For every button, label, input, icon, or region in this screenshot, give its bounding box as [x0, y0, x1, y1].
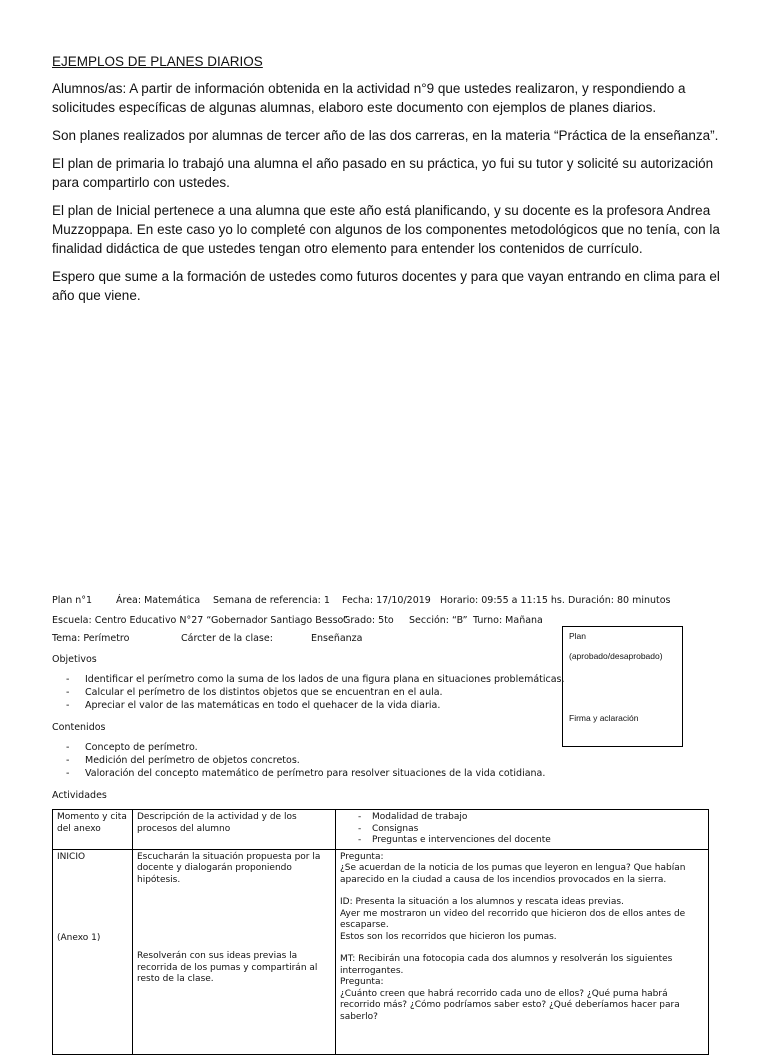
intro-paragraph: Son planes realizados por alumnas de tercer año de las dos carreras, en la materia “Práctica de la enseñanza”. — [52, 128, 719, 143]
contents-list — [66, 741, 706, 780]
approval-plan-label: Plan — [569, 631, 587, 641]
intro-section — [52, 52, 722, 314]
class-character-value: Enseñanza — [311, 633, 363, 644]
plan-topic: Tema: Perímetro — [52, 633, 130, 644]
row-moment — [53, 849, 133, 1054]
moment-inicio: INICIO — [57, 851, 86, 862]
objective-item: - Calcular el perímetro de los distintos objetos que se encuentran en el aula. — [66, 686, 706, 699]
plan-area: Área: Matemática — [116, 595, 201, 606]
teacher-intervention: ID: Presenta la situación a los alumnos y rescata ideas previas. — [340, 897, 624, 907]
plan-week: Semana de referencia: 1 — [213, 595, 330, 606]
row-teacher-interventions — [336, 849, 709, 1054]
contents-heading: Contenidos — [52, 722, 106, 733]
objective-item: - Apreciar el valor de las matemáticas en todo el quehacer de la vida diaria. — [66, 699, 706, 712]
activity-description: Escucharán la situación propuesta por la docente y dialogarán proponiendo hipótesis. — [137, 851, 321, 885]
content-item: - Valoración del concepto matemático de perímetro para resolver situaciones de la vida cotidiana. — [66, 767, 706, 780]
header-modality-item: - Consignas — [358, 824, 704, 836]
plan-section: Sección: “B” — [409, 615, 468, 626]
content-item: - Medición del perímetro de objetos concretos. — [66, 754, 706, 767]
plan-shift: Turno: Mañana — [473, 615, 543, 626]
plan-school: Escuela: Centro Educativo N°27 “Gobernador Santiago Besso” — [52, 615, 348, 626]
activity-description: Resolverán con sus ideas previas la recorrida de los pumas y compartirán al resto de la clase. — [137, 951, 318, 984]
objectives-heading: Objetivos — [52, 654, 97, 665]
teacher-intervention: Estos son los recorridos que hicieron los pumas. — [340, 931, 557, 942]
plan-schedule: Horario: 09:55 a 11:15 hs. — [440, 595, 565, 606]
header-modalities — [336, 810, 709, 850]
plan-number: Plan n°1 — [52, 595, 93, 606]
activities-table — [52, 809, 709, 1055]
header-moment: Momento y cita del anexo — [53, 810, 133, 850]
document-title: EJEMPLOS DE PLANES DIARIOS — [52, 54, 263, 69]
plan-grade: Grado: 5to — [343, 615, 394, 626]
question-label: Pregunta: — [340, 851, 384, 862]
objectives-list — [66, 673, 706, 712]
question-text: ¿Cuánto creen que habrá recorrido cada uno de ellos? ¿Qué puma habrá recorrido más? ¿Cómo podríamos saber esto? ¿Qué deberíamos hacer para saberlo? — [340, 988, 680, 1022]
intro-paragraph: El plan de Inicial pertenece a una alumna que este año está planificando, y su docente es la profesora Andrea Muzzoppapa. En este caso yo lo completé con algunos de los componentes metodológicos que no tenía, con la finalidad didáctica de que ustedes tengan otro elemento para entender los contenidos de currículo. — [52, 203, 720, 256]
table-header-row — [53, 810, 709, 850]
header-modality-item: - Modalidad de trabajo — [358, 812, 704, 824]
plan-date: Fecha: 17/10/2019 — [342, 595, 431, 606]
class-character-label: Cárcter de la clase: — [181, 633, 273, 644]
question-text: ¿Se acuerdan de la noticia de los pumas que leyeron en lengua? Que habían aparecido en la ciudad a causa de los incendios provocados en la sierra. — [340, 863, 686, 885]
objective-item: - Identificar el perímetro como la suma de los lados de una figura plana en situaciones problemáticas. — [66, 673, 706, 686]
approval-status-label: (aprobado/desaprobado) — [569, 651, 663, 661]
work-modality: MT: Recibirán una fotocopia cada dos alumnos y resolverán los siguientes interrogantes. — [340, 954, 673, 976]
activities-heading: Actividades — [52, 790, 107, 801]
teacher-intervention: Ayer me mostraron un video del recorrido que hicieron dos de ellos antes de escaparse. — [340, 908, 686, 930]
content-item: - Concepto de perímetro. — [66, 741, 706, 754]
table-row — [53, 849, 709, 1054]
row-description — [133, 849, 336, 1054]
intro-paragraph: El plan de primaria lo trabajó una alumna el año pasado en su práctica, yo fui su tutor y solicité su autorización para compartirlo con ustedes. — [52, 156, 714, 190]
intro-paragraph: Espero que sume a la formación de ustedes como futuros docentes y para que vayan entrando en clima para el año que viene. — [52, 269, 720, 303]
header-description: Descripción de la actividad y de los procesos del alumno — [133, 810, 336, 850]
header-modality-item: - Preguntas e intervenciones del docente — [358, 835, 704, 847]
question-label: Pregunta: — [340, 977, 384, 987]
plan-duration: Duración: 80 minutos — [568, 595, 671, 606]
signature-label: Firma y aclaración — [569, 713, 639, 723]
annex-reference: (Anexo 1) — [57, 933, 101, 943]
intro-paragraph: Alumnos/as: A partir de información obtenida en la actividad n°9 que ustedes realizaron, y respondiendo a solicitudes específicas de algunas alumnas, elaboro este documento con ejemplos de planes diarios. — [52, 81, 686, 115]
